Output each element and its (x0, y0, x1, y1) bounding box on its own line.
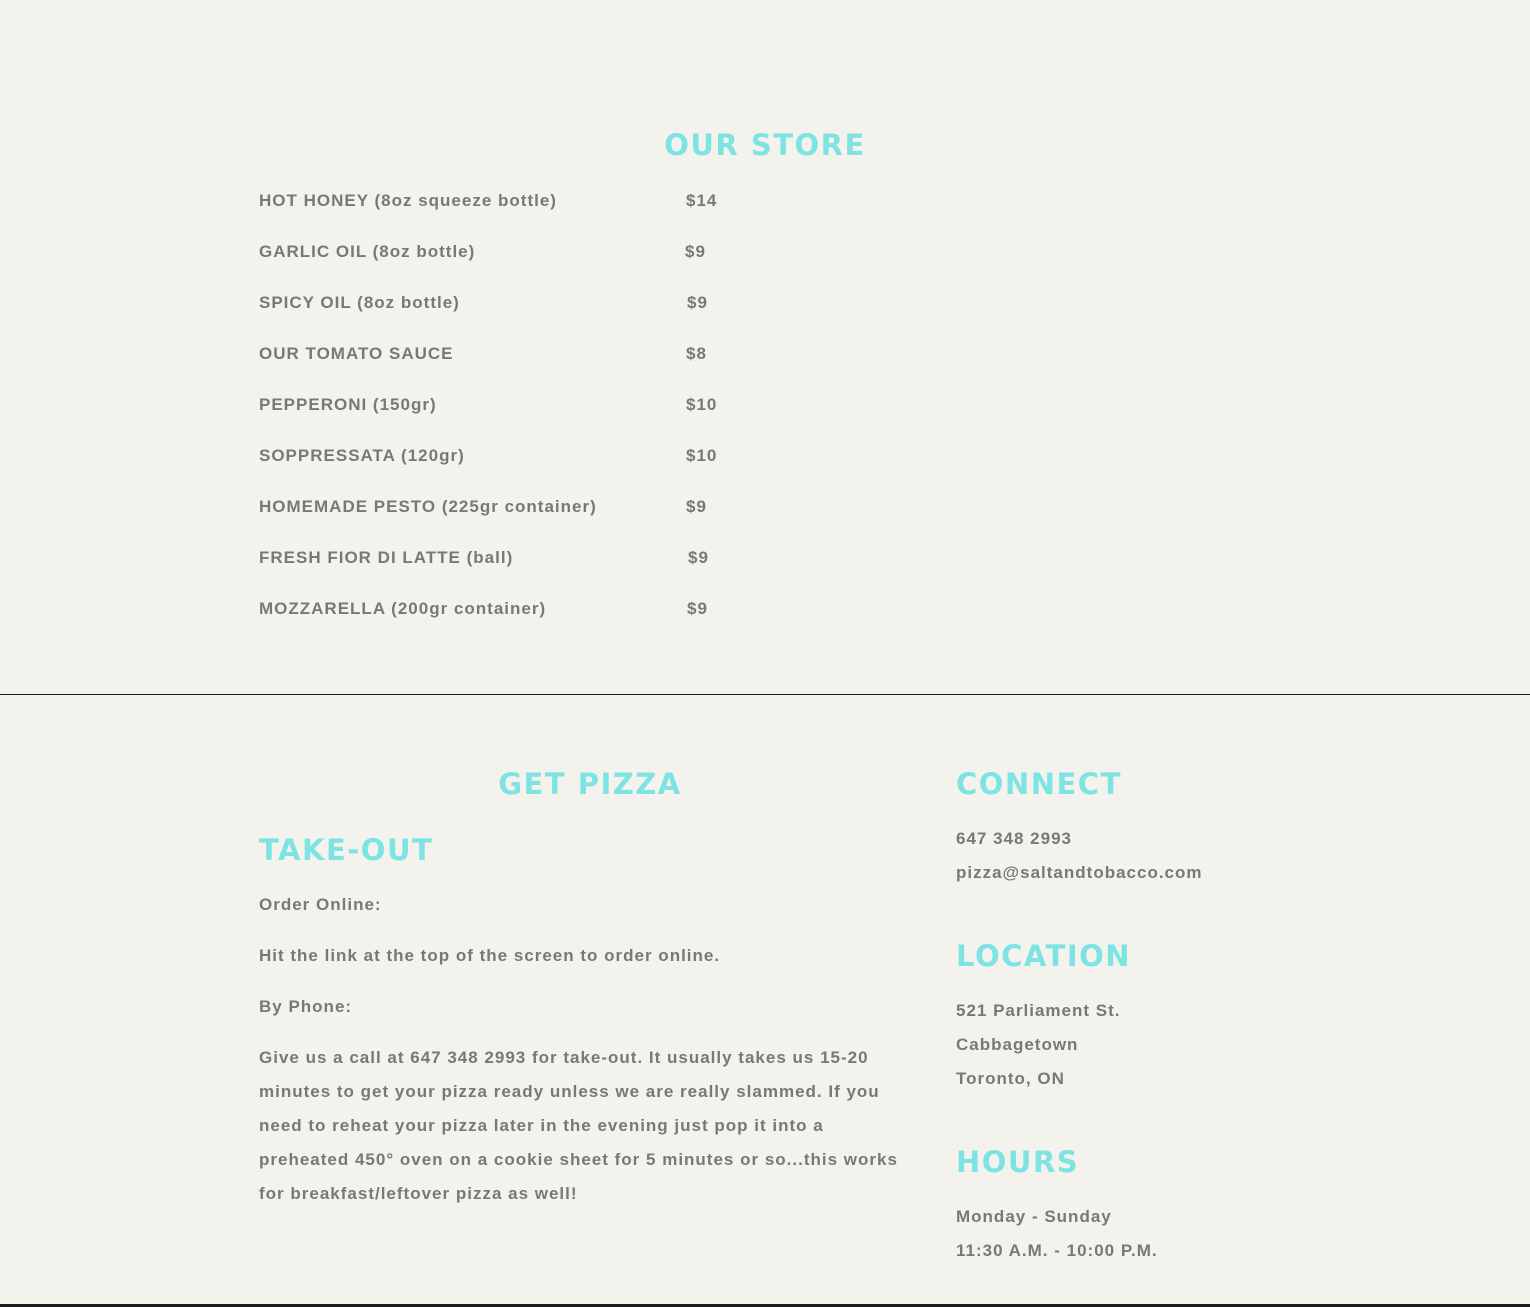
store-item-price: $14 (686, 191, 718, 210)
connect-heading: CONNECT (956, 767, 1122, 801)
store-item (259, 290, 859, 341)
address-neighbourhood: Cabbagetown (956, 1035, 1079, 1054)
store-item-name: PEPPERONI (150gr) (259, 395, 437, 414)
location-heading: LOCATION (956, 939, 1132, 973)
address-city: Toronto, ON (956, 1069, 1065, 1088)
store-item-price: $8 (686, 344, 707, 363)
get-pizza-heading: GET PIZZA (498, 767, 682, 801)
hours-heading: HOURS (956, 1145, 1080, 1179)
store-item (259, 341, 859, 392)
store-item (259, 494, 859, 545)
store-item-name: HOMEMADE PESTO (225gr container) (259, 497, 597, 516)
address-street: 521 Parliament St. (956, 1001, 1121, 1020)
store-item-name: GARLIC OIL (8oz bottle) (259, 242, 476, 261)
store-item-price: $10 (686, 395, 718, 414)
store-item (259, 239, 859, 290)
store-item-name: SPICY OIL (8oz bottle) (259, 293, 460, 312)
store-item-name: OUR TOMATO SAUCE (259, 344, 454, 363)
store-item (259, 545, 859, 596)
take-out-heading: TAKE-OUT (259, 833, 434, 867)
store-item-name: FRESH FIOR DI LATTE (ball) (259, 548, 514, 567)
phone-number[interactable]: 647 348 2993 (956, 829, 1072, 848)
store-item (259, 443, 859, 494)
store-item-price: $9 (687, 599, 708, 618)
store-item-name: MOZZARELLA (200gr container) (259, 599, 547, 618)
hours-days: Monday - Sunday (956, 1207, 1112, 1226)
by-phone-label: By Phone: (259, 997, 353, 1016)
store-item-price: $9 (686, 497, 707, 516)
store-item-price: $9 (687, 293, 708, 312)
store-item-price: $10 (686, 446, 718, 465)
order-online-label: Order Online: (259, 895, 382, 914)
store-item-list (259, 188, 859, 647)
store-item (259, 392, 859, 443)
order-online-text: Hit the link at the top of the screen to order online. (259, 946, 721, 965)
store-item (259, 596, 859, 647)
email-link[interactable]: pizza@saltandtobacco.com (956, 863, 1203, 882)
store-item-name: HOT HONEY (8oz squeeze bottle) (259, 191, 557, 210)
section-divider (0, 694, 1530, 695)
hours-time: 11:30 A.M. - 10:00 P.M. (956, 1241, 1158, 1260)
store-item-price: $9 (685, 242, 706, 261)
store-item-price: $9 (688, 548, 709, 567)
store-item-name: SOPPRESSATA (120gr) (259, 446, 465, 465)
store-item (259, 188, 859, 239)
our-store-heading: OUR STORE (664, 128, 866, 162)
by-phone-text: Give us a call at 647 348 2993 for take-out. It usually takes us 15-20 minutes to get your pizza ready unless we are really slammed. If you need to reheat your pizza later in the evening just pop it into a preheated 450° oven on a cookie sheet for 5 minutes or so...this works for breakfast/leftover pizza as well! (259, 1048, 898, 1203)
